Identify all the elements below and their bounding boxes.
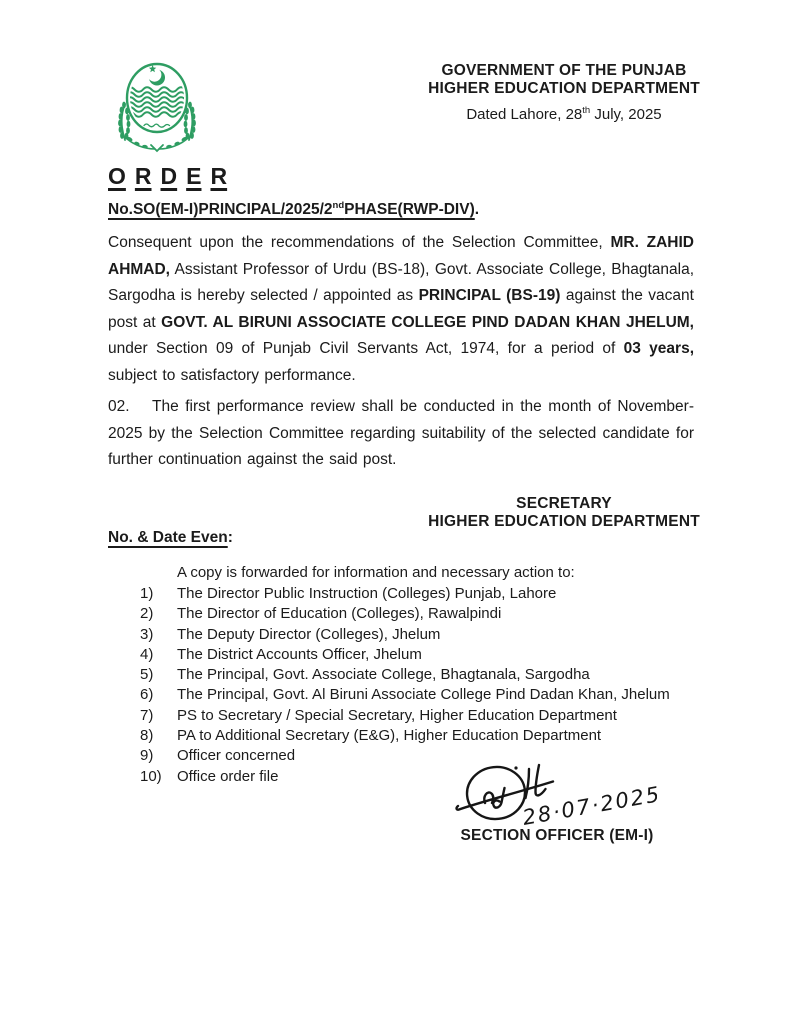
government-title: GOVERNMENT OF THE PUNJAB bbox=[441, 62, 687, 79]
list-item: 10) Office order file bbox=[140, 767, 279, 785]
tenure-period: 03 years, bbox=[623, 340, 694, 357]
order-title: O R D E R bbox=[108, 163, 228, 189]
distribution-intro: A copy is forwarded for information and necessary action to: bbox=[177, 564, 575, 581]
punjab-government-crest-icon bbox=[110, 56, 212, 161]
post-title: PRINCIPAL (BS-19) bbox=[418, 287, 561, 304]
paragraph-number: 02. bbox=[108, 398, 130, 415]
reference-ordinal-superscript: nd bbox=[332, 199, 345, 211]
list-item: 3) The Deputy Director (Colleges), Jhelum bbox=[140, 625, 441, 643]
letterhead bbox=[394, 62, 734, 123]
distribution-list bbox=[140, 584, 700, 787]
section-officer-title: SECTION OFFICER (EM-I) bbox=[460, 827, 654, 844]
reference-number: No.SO(EM-I)PRINCIPAL/2025/2ndPHASE(RWP-DIV). bbox=[108, 199, 480, 218]
no-and-date-heading: No. & Date Even: bbox=[108, 529, 233, 546]
list-item: 2) The Director of Education (Colleges), Rawalpindi bbox=[140, 605, 502, 623]
list-item: 8) PA to Additional Secretary (E&G), Higher Education Department bbox=[140, 727, 602, 745]
order-body-paragraph: Consequent upon the recommendations of the Selection Committee, MR. ZAHID AHMAD, Assistant Professor of Urdu (BS-18), Govt. Associate College, Bhagtanala, Sargodha is hereby selected / appointed as PRINCIPAL (BS-19) against the vacant post at GOVT. AL BIRUNI ASSOCIATE COLLEGE PIND DADAN KHAN JHELUM, under Section 09 of Punjab Civil Servants Act, 1974, for a period of 03 years, subject to satisfactory performance. bbox=[108, 234, 695, 384]
date-line: Dated Lahore, 28th July, 2025 bbox=[466, 105, 662, 123]
list-item: 1) The Director Public Instruction (Colleges) Punjab, Lahore bbox=[140, 585, 557, 602]
signatory-title: SECRETARY bbox=[516, 495, 612, 512]
list-item: 9) Officer concerned bbox=[140, 747, 296, 765]
list-item: 5) The Principal, Govt. Associate College, Bhagtanala, Sargodha bbox=[140, 666, 590, 684]
handwritten-date: 28·07·2025 bbox=[520, 781, 657, 830]
signatory-department: HIGHER EDUCATION DEPARTMENT bbox=[428, 512, 700, 530]
signoff-block bbox=[394, 495, 734, 530]
list-item: 7) PS to Secretary / Special Secretary, Higher Education Department bbox=[140, 706, 617, 724]
list-item: 6) The Principal, Govt. Al Biruni Associate College Pind Dadan Khan, Jhelum bbox=[140, 686, 670, 704]
college-name: GOVT. AL BIRUNI ASSOCIATE COLLEGE PIND DADAN KHAN JHELUM, bbox=[161, 313, 694, 331]
review-paragraph: 02. The first performance review shall be conducted in the month of November-2025 by the Selection Committee regarding suitability of the selected candidate for further continuation against the said post. bbox=[108, 394, 694, 474]
date-ordinal-superscript: th bbox=[582, 105, 591, 116]
appointee-name: MR. ZAHID AHMAD, bbox=[108, 234, 695, 278]
department-title: HIGHER EDUCATION DEPARTMENT bbox=[428, 80, 700, 97]
list-item: 4) The District Accounts Officer, Jhelum bbox=[140, 645, 422, 663]
